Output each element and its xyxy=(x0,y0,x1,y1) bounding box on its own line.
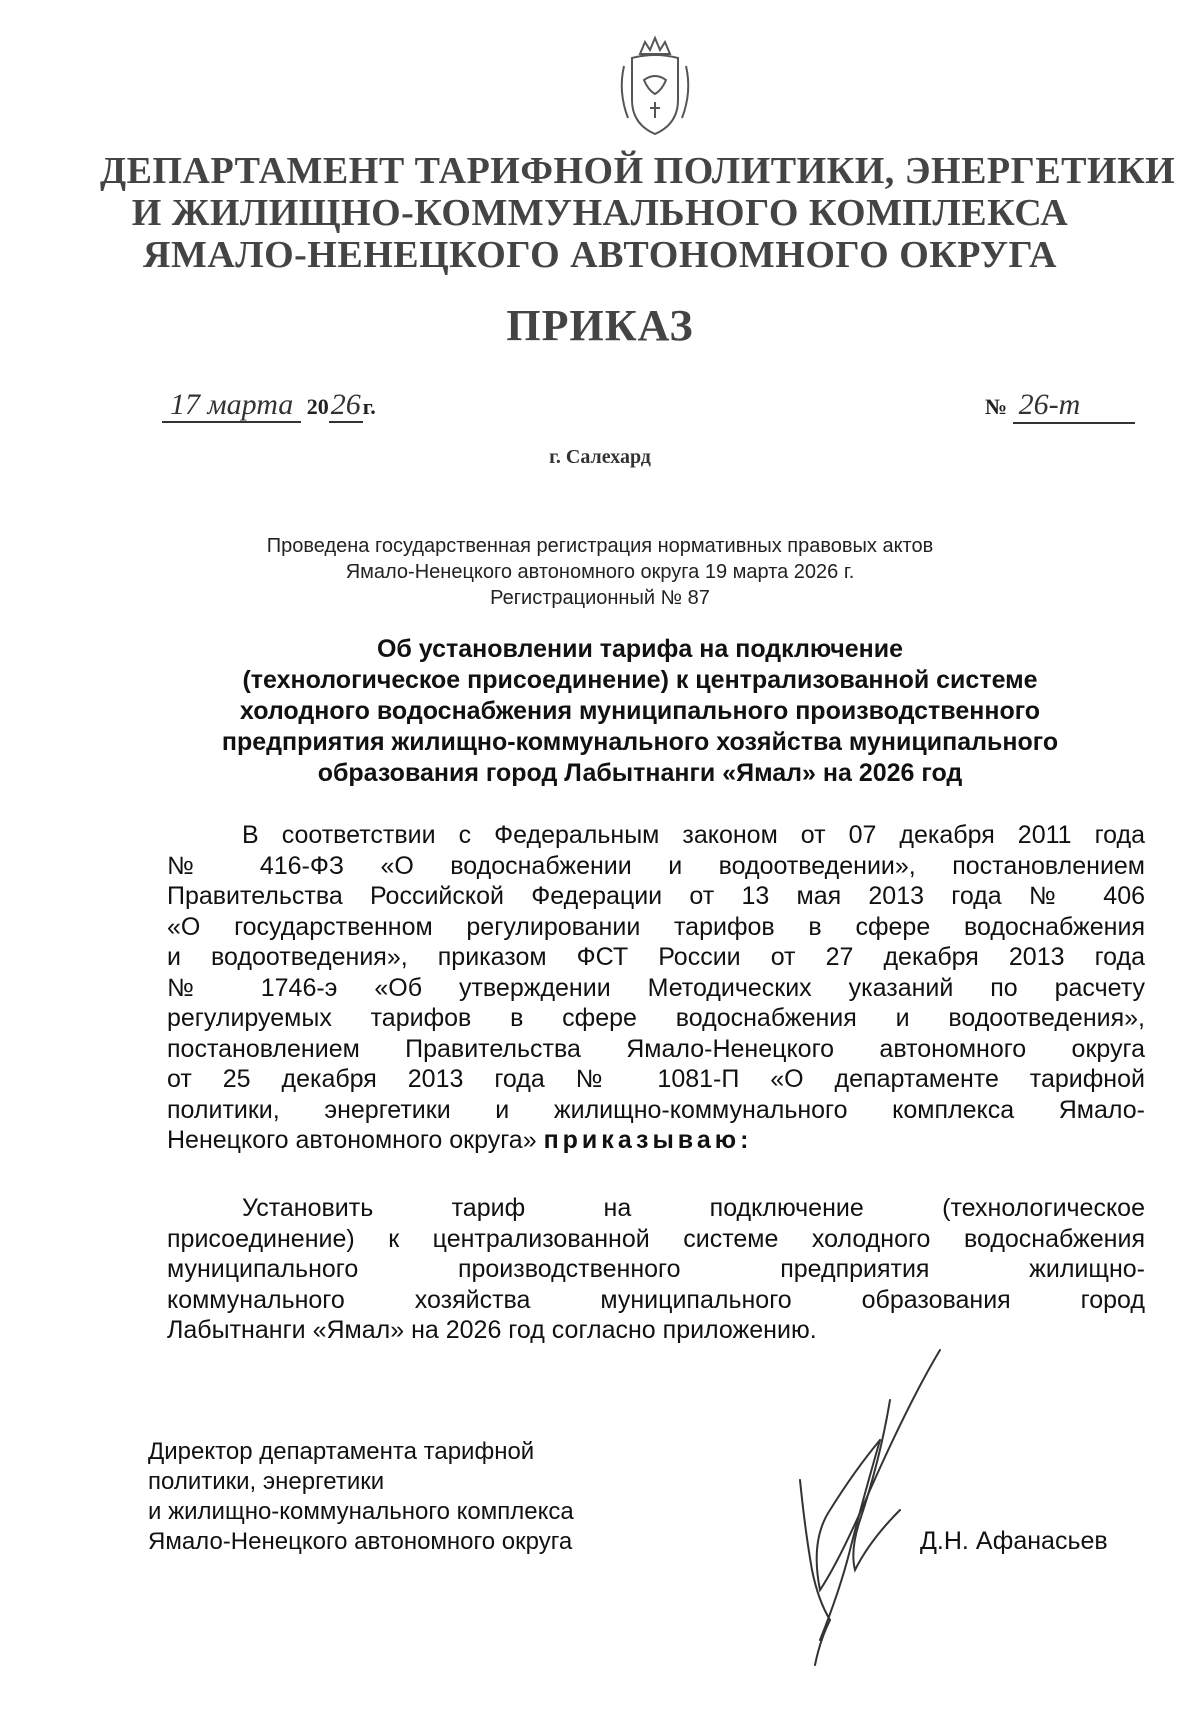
handwritten-signature-icon xyxy=(760,1340,960,1670)
order-word: приказываю: xyxy=(543,1126,753,1154)
operative-paragraph xyxy=(167,1193,1145,1346)
title-line: образования город Лабытнанги «Ямал» на 2026 год xyxy=(317,759,963,787)
body-line: «О государственном регулировании тарифов в сфере водоснабжения xyxy=(167,912,1145,941)
body-line: регулируемых тарифов в сфере водоснабжения и водоотведения», xyxy=(167,1004,1145,1032)
body-line: коммунального хозяйства муниципального образования город xyxy=(167,1285,1145,1314)
order-date xyxy=(162,388,376,422)
coat-of-arms-icon xyxy=(610,32,700,142)
body-line: и водоотведения», приказом ФСТ России от 27 декабря 2013 года xyxy=(167,943,1145,971)
body-line: политики, энергетики и жилищно-коммунального комплекса Ямало- xyxy=(167,1095,1145,1124)
body-line: Правительства Российской Федерации от 13 мая 2013 года № 406 xyxy=(167,882,1145,910)
position-line: и жилищно-коммунального комплекса xyxy=(148,1498,574,1525)
position-line: Ямало-Ненецкого автономного округа xyxy=(148,1528,573,1555)
title-line: Об установлении тарифа на подключение xyxy=(376,635,904,663)
year-prefix: 20 xyxy=(306,394,329,419)
registration-line: Регистрационный № 87 xyxy=(490,587,710,609)
body-line: присоединение) к централизованной системе холодного водоснабжения xyxy=(167,1224,1145,1253)
body-line: муниципального производственного предприятия жилищно- xyxy=(167,1255,1145,1283)
body-line: № 416-ФЗ «О водоснабжении и водоотведении», постановлением xyxy=(167,851,1145,880)
body-line-text: Ненецкого автономного округа» xyxy=(167,1126,537,1154)
handwritten-number: 26-т xyxy=(1013,388,1135,424)
title-line: предприятия жилищно-коммунального хозяйства муниципального xyxy=(221,728,1059,756)
position-line: Директор департамента тарифной xyxy=(148,1438,535,1465)
handwritten-year: 26 xyxy=(330,388,361,421)
title-line: холодного водоснабжения муниципального производственного xyxy=(239,697,1041,725)
signer-name: Д.Н. Афанасьев xyxy=(920,1527,1108,1555)
title-line: (технологическое присоединение) к централизованной системе xyxy=(242,666,1038,694)
body-line: Установить тариф на подключение (технологическое xyxy=(242,1194,1145,1222)
body-line xyxy=(167,1125,1145,1156)
department-line: И ЖИЛИЩНО-КОММУНАЛЬНОГО КОМПЛЕКСА xyxy=(131,192,1069,234)
number-label: № xyxy=(985,394,1008,419)
document-title xyxy=(140,634,1140,789)
body-line: постановлением Правительства Ямало-Ненецкого автономного округа xyxy=(167,1034,1145,1063)
preamble-paragraph xyxy=(167,820,1145,1156)
registration-line: Проведена государственная регистрация нормативных правовых актов xyxy=(266,535,934,557)
department-line: ДЕПАРТАМЕНТ ТАРИФНОЙ ПОЛИТИКИ, ЭНЕРГЕТИКИ xyxy=(100,150,1176,192)
registration-note xyxy=(200,533,1000,611)
handwritten-date: 17 марта xyxy=(162,388,301,423)
body-line: В соответствии с Федеральным законом от 07 декабря 2011 года xyxy=(242,821,1145,849)
department-name xyxy=(100,150,1176,276)
department-line: ЯМАЛО-НЕНЕЦКОГО АВТОНОМНОГО ОКРУГА xyxy=(143,234,1057,276)
body-line: № 1746-э «Об утверждении Методических указаний по расчету xyxy=(167,973,1145,1002)
position-line: политики, энергетики xyxy=(148,1468,385,1495)
document-type-heading: ПРИКАЗ xyxy=(506,301,694,350)
year-suffix: г. xyxy=(362,394,376,419)
body-line: Лабытнанги «Ямал» на 2026 год согласно приложению. xyxy=(167,1316,817,1344)
body-line: от 25 декабря 2013 года № 1081-П «О департаменте тарифной xyxy=(167,1065,1145,1093)
signatory-position xyxy=(148,1437,574,1557)
order-number xyxy=(985,388,1135,424)
registration-line: Ямало-Ненецкого автономного округа 19 марта 2026 г. xyxy=(345,561,855,583)
city: г. Салехард xyxy=(549,446,651,468)
